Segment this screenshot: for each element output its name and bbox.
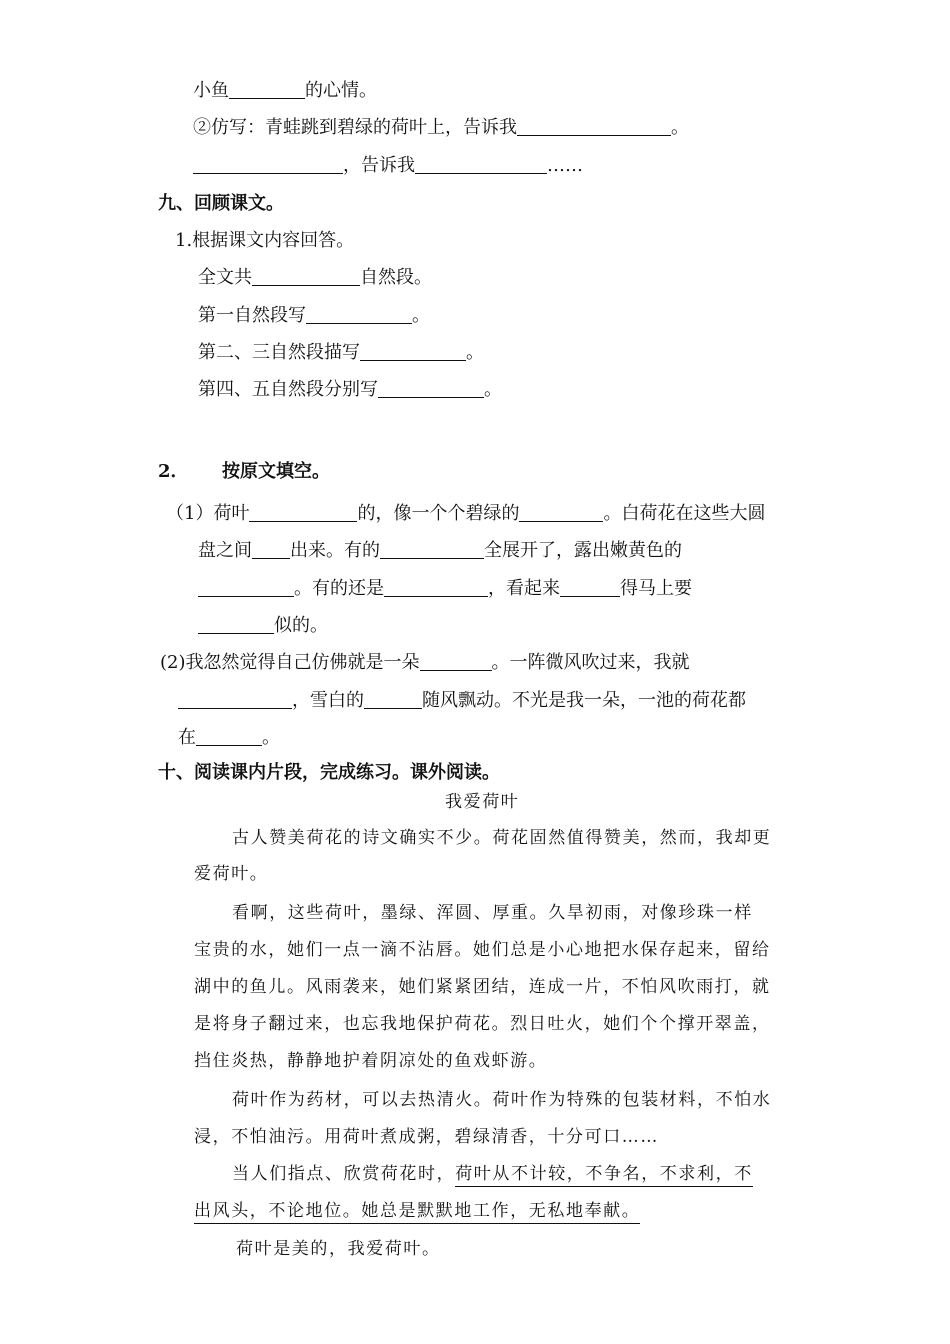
blank[interactable] xyxy=(198,613,274,634)
passage-title: 我爱荷叶 xyxy=(445,792,520,812)
blank[interactable] xyxy=(252,538,290,559)
passage-line: 宝贵的水，她们一点一滴不沾唇。她们总是小心地把水保存起来，留给 xyxy=(194,940,771,960)
text: 小鱼 xyxy=(193,80,229,101)
text: （1）荷叶 xyxy=(166,503,250,524)
passage-line: 看啊，这些荷叶，墨绿、浑圆、厚重。久旱初雨，对像珍珠一样 xyxy=(232,903,753,923)
blank[interactable] xyxy=(229,78,305,99)
blank[interactable] xyxy=(252,265,360,286)
blank[interactable] xyxy=(378,377,484,398)
text: 盘之间 xyxy=(198,540,252,561)
text: 自然段。 xyxy=(360,267,432,288)
blank[interactable] xyxy=(249,501,357,522)
passage-line: 湖中的鱼儿。风雨袭来，她们紧紧团结，连成一片，不怕风吹雨打，就 xyxy=(194,977,771,997)
passage-line: 挡住炎热，静静地护着阴凉处的鱼戏虾游。 xyxy=(194,1051,548,1071)
fill-1-line-4 xyxy=(198,612,328,640)
text: 的心情。 xyxy=(305,80,377,101)
text: ②仿写：青蛙跳到碧绿的荷叶上，告诉我 xyxy=(193,117,517,138)
fill-1-line-1 xyxy=(166,500,765,528)
blank[interactable] xyxy=(360,340,466,361)
text: 第二、三自然段描写 xyxy=(198,342,360,363)
fill-1-line-3 xyxy=(198,575,692,603)
passage-line: 爱荷叶。 xyxy=(194,864,269,884)
passage-line: 浸，不怕油污。用荷叶煮成粥，碧绿清香，十分可口…… xyxy=(194,1127,659,1147)
blank[interactable] xyxy=(420,650,492,671)
text: 出来。有的 xyxy=(290,540,380,561)
passage-line: 古人赞美荷花的诗文确实不少。荷花固然值得赞美，然而，我却更 xyxy=(232,828,772,848)
text: 当人们指点、欣赏荷花时， xyxy=(232,1164,456,1184)
blank[interactable] xyxy=(415,153,547,174)
text: 全文共 xyxy=(198,267,252,288)
passage-line: 荷叶作为药材，可以去热清火。荷叶作为特殊的包装材料，不怕水 xyxy=(232,1090,772,1110)
text: 在 xyxy=(178,727,196,748)
fill-1-line-2 xyxy=(198,537,682,565)
text: 第一自然段写 xyxy=(198,305,306,326)
fill-2-line-1 xyxy=(160,649,690,677)
answer-line-1 xyxy=(198,264,432,292)
underlined-sentence: 出风头，不论地位。她总是默默地工作，无私地奉献。 xyxy=(194,1201,640,1224)
blank[interactable] xyxy=(517,115,671,136)
passage-line xyxy=(194,1197,640,1225)
q8-line-3 xyxy=(193,152,583,180)
section-2-heading: 按原文填空。 xyxy=(222,461,330,482)
text: 。一阵微风吹过来，我就 xyxy=(491,652,690,673)
answer-line-3 xyxy=(198,339,484,367)
q8-imitate-line xyxy=(193,114,689,142)
text: 。有的还是 xyxy=(294,578,384,599)
fill-2-line-3 xyxy=(178,724,280,752)
blank[interactable] xyxy=(519,501,603,522)
q8-line-1 xyxy=(193,77,377,105)
underlined-sentence: 荷叶从不计较，不争名，不求利，不 xyxy=(455,1164,753,1187)
section-10-heading: 十、阅读课内片段，完成练习。课外阅读。 xyxy=(158,762,500,783)
blank[interactable] xyxy=(178,688,292,709)
section-9-q1: 1.根据课文内容回答。 xyxy=(175,230,355,251)
blank[interactable] xyxy=(384,576,488,597)
text: 随风飘动。不光是我一朵，一池的荷花都 xyxy=(422,690,746,711)
text: …… xyxy=(547,155,583,176)
blank[interactable] xyxy=(193,153,343,174)
text: ，告诉我 xyxy=(343,155,415,176)
text: ，雪白的 xyxy=(292,690,364,711)
blank[interactable] xyxy=(198,576,294,597)
text: ，看起来 xyxy=(488,578,560,599)
answer-line-4 xyxy=(198,376,502,404)
passage-line: 是将身子翻过来，也忘我地保护荷花。烈日吐火，她们个个撑开翠盖， xyxy=(194,1014,771,1034)
text: 。 xyxy=(262,727,280,748)
text: 。 xyxy=(671,117,689,138)
text: 。 xyxy=(412,305,430,326)
text: 。白荷花在这些大圆 xyxy=(603,503,766,524)
blank[interactable] xyxy=(560,576,620,597)
text: 。 xyxy=(484,379,502,400)
passage-line xyxy=(232,1160,753,1188)
section-9-heading: 九、回顾课文。 xyxy=(158,193,284,214)
text: 得马上要 xyxy=(620,578,692,599)
blank[interactable] xyxy=(306,303,412,324)
text: 全展开了，露出嫩黄色的 xyxy=(484,540,682,561)
blank[interactable] xyxy=(364,688,422,709)
passage-line: 荷叶是美的，我爱荷叶。 xyxy=(236,1239,441,1259)
fill-2-line-2 xyxy=(178,687,746,715)
answer-line-2 xyxy=(198,302,430,330)
blank[interactable] xyxy=(380,538,484,559)
text: 的，像一个个碧绿的 xyxy=(357,503,520,524)
section-2-number: 2． xyxy=(158,461,189,482)
text: (2)我忽然觉得自己仿佛就是一朵 xyxy=(160,652,420,673)
text: 第四、五自然段分别写 xyxy=(198,379,378,400)
blank[interactable] xyxy=(196,725,262,746)
text: 似的。 xyxy=(274,615,328,636)
text: 。 xyxy=(466,342,484,363)
